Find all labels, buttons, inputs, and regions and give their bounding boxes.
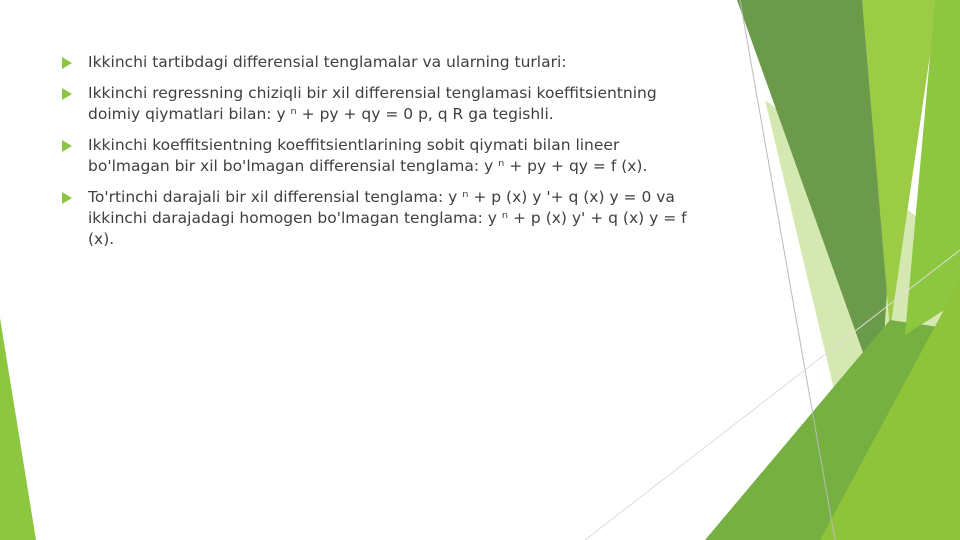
triangle-right-icon <box>62 88 72 100</box>
bullet-item <box>60 135 700 177</box>
triangle-right-icon <box>62 192 72 204</box>
slide-body <box>60 52 700 260</box>
bullet-text: Ikkinchi koeffitsientning koeffitsientlarining sobit qiymati bilan lineer bo'lmagan bir xil bo'lmagan differensial tenglama: y ⁿ + py + qy = f (x). <box>88 136 648 175</box>
bullet-text: Ikkinchi regressning chiziqli bir xil differensial tenglamasi koeffitsientning doimiy qiymatlari bilan: y ⁿ + py + qy = 0 p, q R ga tegishli. <box>88 84 657 123</box>
bullet-text: To'rtinchi darajali bir xil differensial tenglama: y ⁿ + p (x) y '+ q (x) y = 0 va ikkinchi darajadagi homogen bo'lmagan tenglama: y ⁿ + p (x) y' + q (x) y = f (x). <box>88 188 687 248</box>
bullet-text: Ikkinchi tartibdagi differensial tenglamalar va ularning turlari: <box>88 53 567 71</box>
bullet-list <box>60 52 700 250</box>
triangle-right-icon <box>62 57 72 69</box>
right-dark-green-shape <box>737 0 890 400</box>
bullet-item <box>60 52 700 73</box>
bullet-item <box>60 83 700 125</box>
left-green-sliver <box>0 318 36 540</box>
triangle-right-icon <box>62 140 72 152</box>
bullet-item <box>60 187 700 250</box>
